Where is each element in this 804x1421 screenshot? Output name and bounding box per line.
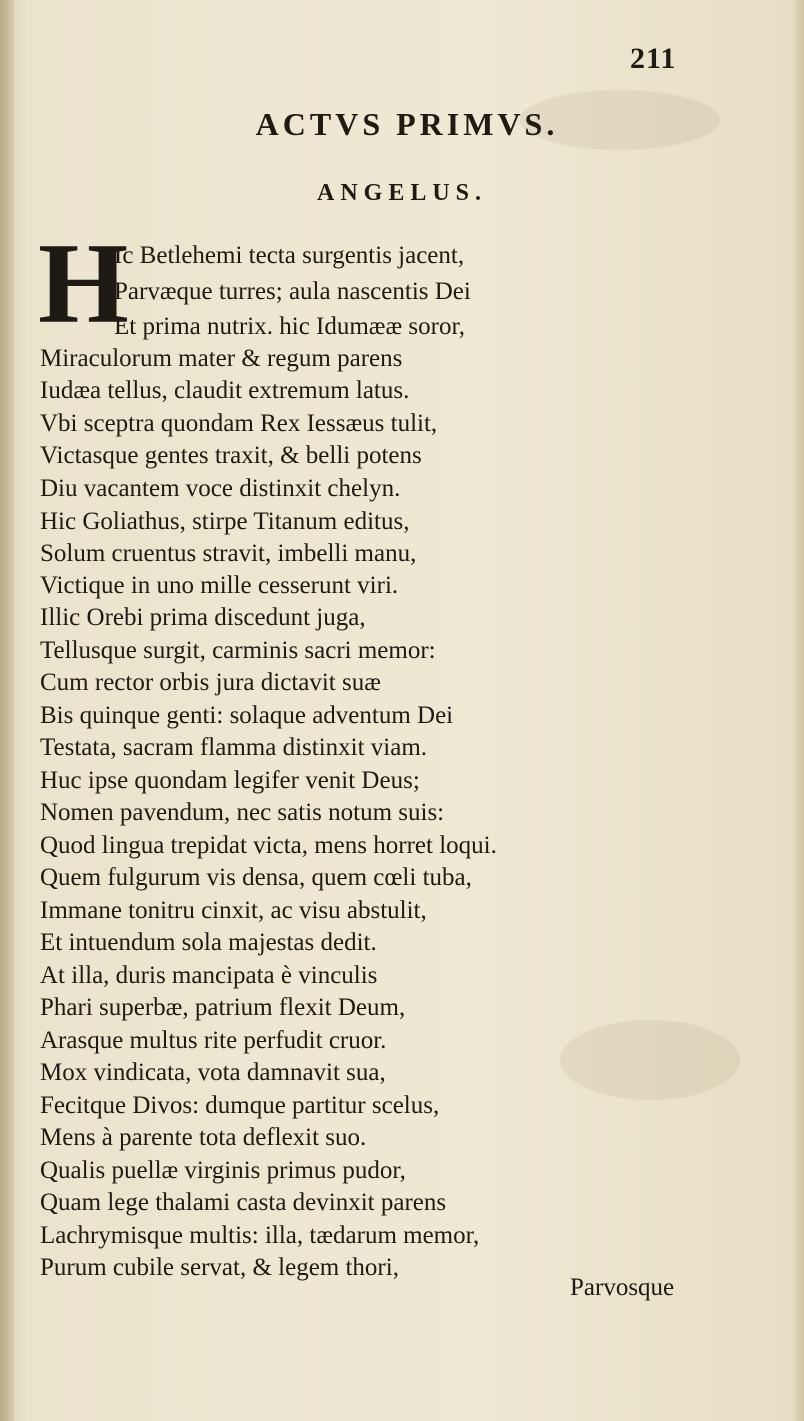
verse-line: Fecitque Divos: dumque partitur scelus, xyxy=(40,1092,440,1119)
verse-line: Quem fulgurum vis densa, quem cœli tuba, xyxy=(40,864,472,891)
drop-cap: H xyxy=(38,220,129,348)
verse-line: Victique in uno mille cesserunt viri. xyxy=(40,572,399,599)
verse-line: Illic Orebi prima discedunt juga, xyxy=(40,604,366,631)
verse-line: Cum rector orbis jura dictavit suæ xyxy=(40,669,381,696)
verse-line: Mens à parente tota deflexit suo. xyxy=(40,1124,367,1151)
speaker-heading: ANGELUS. xyxy=(316,180,488,206)
verse-line: At illa, duris mancipata è vinculis xyxy=(40,962,378,989)
verse-line: Victasque gentes traxit, & belli potens xyxy=(40,442,422,469)
verse-line: Purum cubile servat, & legem thori, xyxy=(40,1254,399,1281)
verse-line: Testata, sacram flamma distinxit viam. xyxy=(40,734,428,761)
catchword: Parvosque xyxy=(570,1274,675,1301)
verse-line: Qualis puellæ virginis primus pudor, xyxy=(40,1157,406,1184)
verse-line: Ic Betlehemi tecta surgentis jacent, xyxy=(114,242,465,269)
page-edge xyxy=(794,0,804,1421)
verse-line: Hic Goliathus, stirpe Titanum editus, xyxy=(40,508,410,535)
verse-line: Parvæque turres; aula nascentis Dei xyxy=(114,278,471,305)
verse-line: Quam lege thalami casta devinxit parens xyxy=(40,1189,447,1216)
verse-line: Solum cruentus stravit, imbelli manu, xyxy=(40,540,417,567)
verse-line: Et intuendum sola majestas dedit. xyxy=(40,929,377,956)
verse-line: Arasque multus rite perfudit cruor. xyxy=(40,1027,387,1054)
verse-line: Miraculorum mater & regum parens xyxy=(40,345,403,372)
verse-line: Quod lingua trepidat victa, mens horret loqui. xyxy=(40,832,497,859)
verse-line: Vbi sceptra quondam Rex Iessæus tulit, xyxy=(40,410,438,437)
verse-line: Immane tonitru cinxit, ac visu abstulit, xyxy=(40,897,427,924)
verse-line: Phari superbæ, patrium flexit Deum, xyxy=(40,994,406,1021)
verse-line: Et prima nutrix. hic Idumææ soror, xyxy=(114,313,466,340)
act-title: ACTVS PRIMVS. xyxy=(255,106,559,142)
book-spine xyxy=(0,0,14,1421)
verse-line: Iudæa tellus, claudit extremum latus. xyxy=(40,377,410,404)
verse-line: Huc ipse quondam legifer venit Deus; xyxy=(40,767,420,794)
bleed-through-smudge xyxy=(560,1020,740,1100)
verse-line: Bis quinque genti: solaque adventum Dei xyxy=(40,702,454,729)
verse-line: Tellusque surgit, carminis sacri memor: xyxy=(40,637,436,664)
verse-line: Nomen pavendum, nec satis notum suis: xyxy=(40,799,445,826)
page-number: 211 xyxy=(630,42,677,75)
verse-line: Lachrymisque multis: illa, tædarum memor, xyxy=(40,1222,480,1249)
verse-line: Mox vindicata, vota damnavit sua, xyxy=(40,1059,386,1086)
verse-line: Diu vacantem voce distinxit chelyn. xyxy=(40,475,401,502)
